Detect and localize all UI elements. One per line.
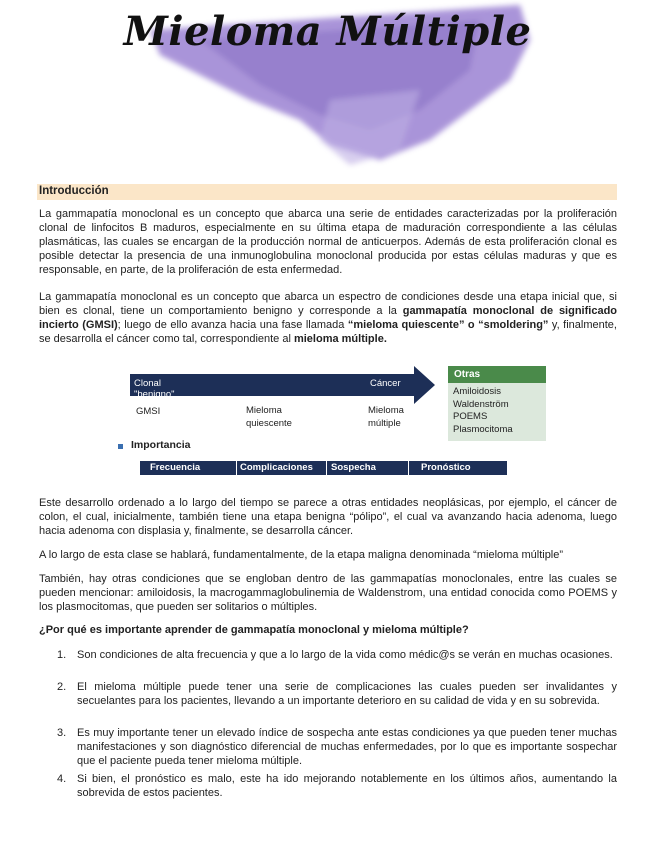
- importancia-item-pronostico: Pronóstico: [421, 462, 471, 473]
- otras-list: [448, 383, 546, 441]
- intro-paragraph-2: La gammapatía monoclonal es un concepto que abarca un espectro de condiciones desde una etapa inicial que, si bien es clonal, tiene un comportamiento benigno y corresponde a la gammapatía monoclonal de significado incierto (GMSI); luego de ello avanza hacia una fase llamada “mieloma quiescente” o “smoldering” y, finalmente, se desarrolla el cáncer como tal, correspondiente al mieloma múltiple.: [39, 291, 618, 345]
- bullet-icon: [118, 444, 123, 449]
- paragraph-colon-analogy: Este desarrollo ordenado a lo largo del tiempo se parece a otras entidades neoplásicas, por ejemplo, el cáncer de colon, el cual, inicialmente, también tiene una etapa benigna “pólipo”, el cual va avanzando hacia adenoma, luego hacia adenoma con displasia y, finalmente, se desarrolla cáncer.: [39, 497, 617, 537]
- header-banner: [0, 0, 655, 170]
- section-highlight: [37, 184, 617, 200]
- importancia-item-complicaciones: Complicaciones: [240, 462, 313, 473]
- otras-item: POEMS: [453, 411, 488, 422]
- list-item: 2. El mieloma múltiple puede tener una serie de complicaciones las cuales pueden ser invalidantes y secuelantes para los pacientes, llevando a un importante deterioro en su calidad de vida y en su sobrevida.: [57, 681, 617, 707]
- stage-gmsi: GMSI: [136, 406, 161, 417]
- otras-header: Otras: [448, 366, 546, 383]
- otras-item: Waldenström: [453, 398, 509, 410]
- list-item: 4. Si bien, el pronóstico es malo, este ha ido mejorando notablemente en los últimos años, aumentando la sobrevida de estos pacientes.: [57, 773, 617, 799]
- stage-mieloma-multiple: Mieloma múltiple: [368, 405, 404, 429]
- list-item: 3. Es muy importante tener un elevado índice de sospecha ante estas condiciones ya que pueden tener muchas manifestaciones y son diagnóstico diferencial de muchas enfermedades, por lo que es importante sospechar que el paciente pueda tener mieloma múltiple.: [57, 727, 617, 767]
- paragraph-focus: A lo largo de esta clase se hablará, fundamentalmente, de la etapa maligna denominada “mieloma múltiple”: [39, 549, 564, 561]
- importancia-label: Importancia: [131, 439, 191, 451]
- paragraph-other-conditions: También, hay otras condiciones que se engloban dentro de las gammapatías monoclonales, entre las cuales se pueden mencionar: amiloidosis, la macrogammaglobulinemia de Waldenstrom, una entidad conocida como POEMS y los plasmocitomas, que pueden ser solitarios o múltiples.: [39, 573, 617, 613]
- importancia-item-sospecha: Sospecha: [331, 462, 376, 473]
- stage-mieloma-quiescente: Mieloma quiescente: [246, 405, 292, 429]
- otras-item: Plasmocitoma: [453, 423, 513, 435]
- question-heading: ¿Por qué es importante aprender de gammapatía monoclonal y mieloma múltiple?: [39, 624, 469, 636]
- list-item: 1. Son condiciones de alta frecuencia y que a lo largo de la vida como médic@s se verán en muchas ocasiones.: [57, 649, 613, 661]
- importancia-divider: [236, 461, 237, 475]
- otras-item: Amiloidosis: [453, 386, 502, 397]
- arrow-head-icon: [414, 366, 435, 404]
- arrow-label-benign: Clonal "benigno": [134, 378, 175, 400]
- importancia-item-frecuencia: Frecuencia: [150, 462, 201, 473]
- page-title: Mieloma Múltiple: [123, 8, 532, 55]
- importancia-divider: [326, 461, 327, 475]
- importancia-divider: [408, 461, 409, 475]
- section-title: Introducción: [39, 185, 109, 197]
- intro-paragraph-1: La gammapatía monoclonal es un concepto que abarca una serie de entidades caracterizadas por la proliferación clonal de linfocitos B maduros, especialmente en su última etapa de maduración correspondiente a las células plasmáticas, las cuales se encargan de la producción normal de anticuerpos. Además de esta proliferación clonal es posible detectar la presencia de una inmunoglobulina monoclonal producida por estas células maduras y que es responsable, en parte, de la proliferación de esta enfermedad.: [39, 208, 617, 276]
- arrow-label-cancer: Cáncer: [370, 378, 401, 389]
